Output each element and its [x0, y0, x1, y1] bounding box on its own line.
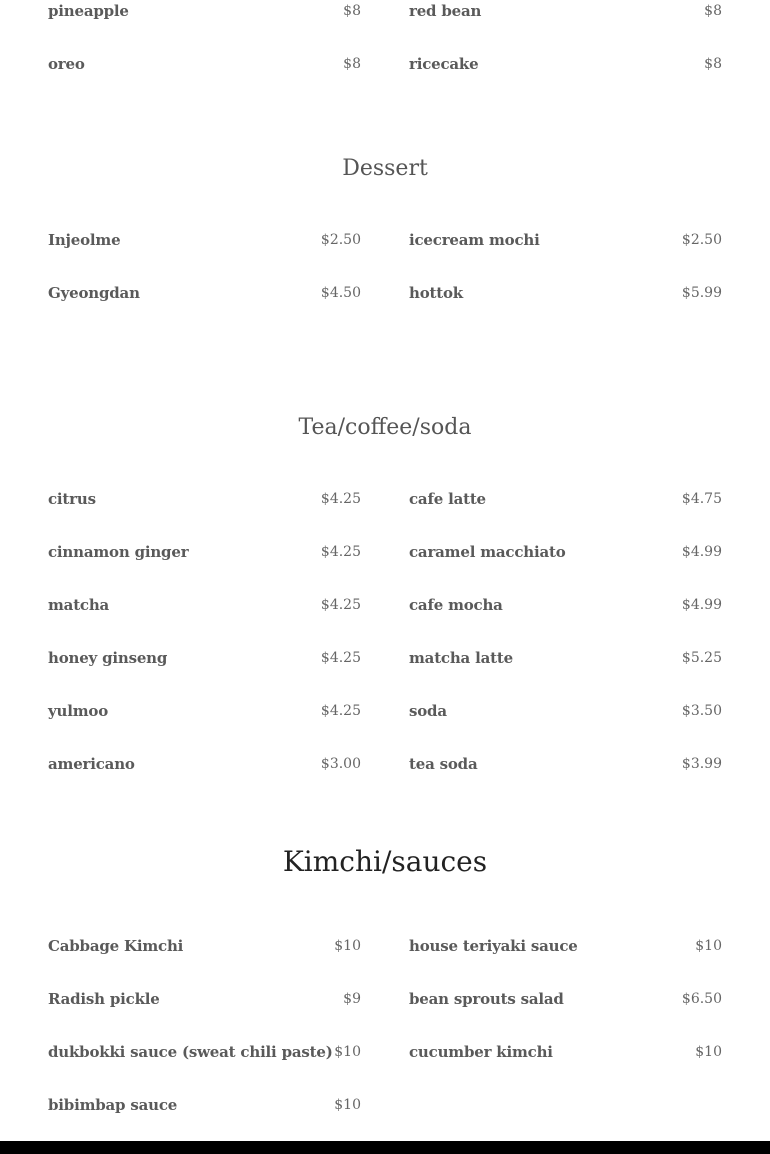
item-price: $4.99: [681, 544, 722, 560]
item-name: bean sprouts salad: [409, 990, 564, 1008]
item-price: $3.50: [681, 703, 722, 719]
item-name: dukbokki sauce (sweat chili paste): [48, 1043, 333, 1061]
item-price: $4.25: [320, 650, 361, 666]
item-name: citrus: [48, 490, 96, 508]
item-name: tea soda: [409, 755, 478, 773]
item-price: $10: [334, 938, 361, 954]
item-price: $8: [704, 56, 722, 72]
item-name: pineapple: [48, 2, 129, 20]
item-name: cucumber kimchi: [409, 1043, 553, 1061]
item-name: bibimbap sauce: [48, 1096, 178, 1114]
item-price: $6.50: [681, 991, 722, 1007]
item-price: $8: [343, 3, 361, 19]
item-name: Cabbage Kimchi: [48, 937, 184, 955]
item-price: $3.99: [681, 756, 722, 772]
item-price: $10: [695, 938, 722, 954]
item-name: hottok: [409, 284, 463, 302]
item-price: $4.25: [320, 703, 361, 719]
item-name: Gyeongdan: [48, 284, 140, 302]
item-name: honey ginseng: [48, 649, 168, 667]
item-name: Injeolme: [48, 231, 121, 249]
footer-bar: [0, 1141, 770, 1154]
item-name: cafe latte: [409, 490, 486, 508]
item-price: $9: [343, 991, 361, 1007]
item-name: matcha latte: [409, 649, 513, 667]
item-price: $10: [334, 1097, 361, 1113]
item-name: icecream mochi: [409, 231, 540, 249]
section-title-tea: Tea/coffee/soda: [298, 415, 472, 440]
item-price: $2.50: [320, 232, 361, 248]
item-price: $8: [704, 3, 722, 19]
item-price: $4.25: [320, 544, 361, 560]
item-name: Radish pickle: [48, 990, 160, 1008]
item-name: soda: [409, 702, 447, 720]
item-name: caramel macchiato: [409, 543, 566, 561]
item-price: $4.99: [681, 597, 722, 613]
item-price: $4.50: [320, 285, 361, 301]
item-price: $5.25: [681, 650, 722, 666]
item-name: ricecake: [409, 55, 479, 73]
item-name: cafe mocha: [409, 596, 503, 614]
item-name: matcha: [48, 596, 110, 614]
item-price: $10: [334, 1044, 361, 1060]
item-price: $4.75: [681, 491, 722, 507]
item-name: cinnamon ginger: [48, 543, 189, 561]
section-title-kimchi: Kimchi/sauces: [282, 845, 488, 878]
item-price: $4.25: [320, 597, 361, 613]
item-name: oreo: [48, 55, 85, 73]
section-title-dessert: Dessert: [342, 156, 428, 181]
item-name: americano: [48, 755, 135, 773]
item-name: red bean: [409, 2, 482, 20]
item-name: yulmoo: [48, 702, 109, 720]
item-price: $10: [695, 1044, 722, 1060]
item-price: $8: [343, 56, 361, 72]
item-name: house teriyaki sauce: [409, 937, 578, 955]
item-price: $3.00: [320, 756, 361, 772]
item-price: $5.99: [681, 285, 722, 301]
item-price: $2.50: [681, 232, 722, 248]
item-price: $4.25: [320, 491, 361, 507]
